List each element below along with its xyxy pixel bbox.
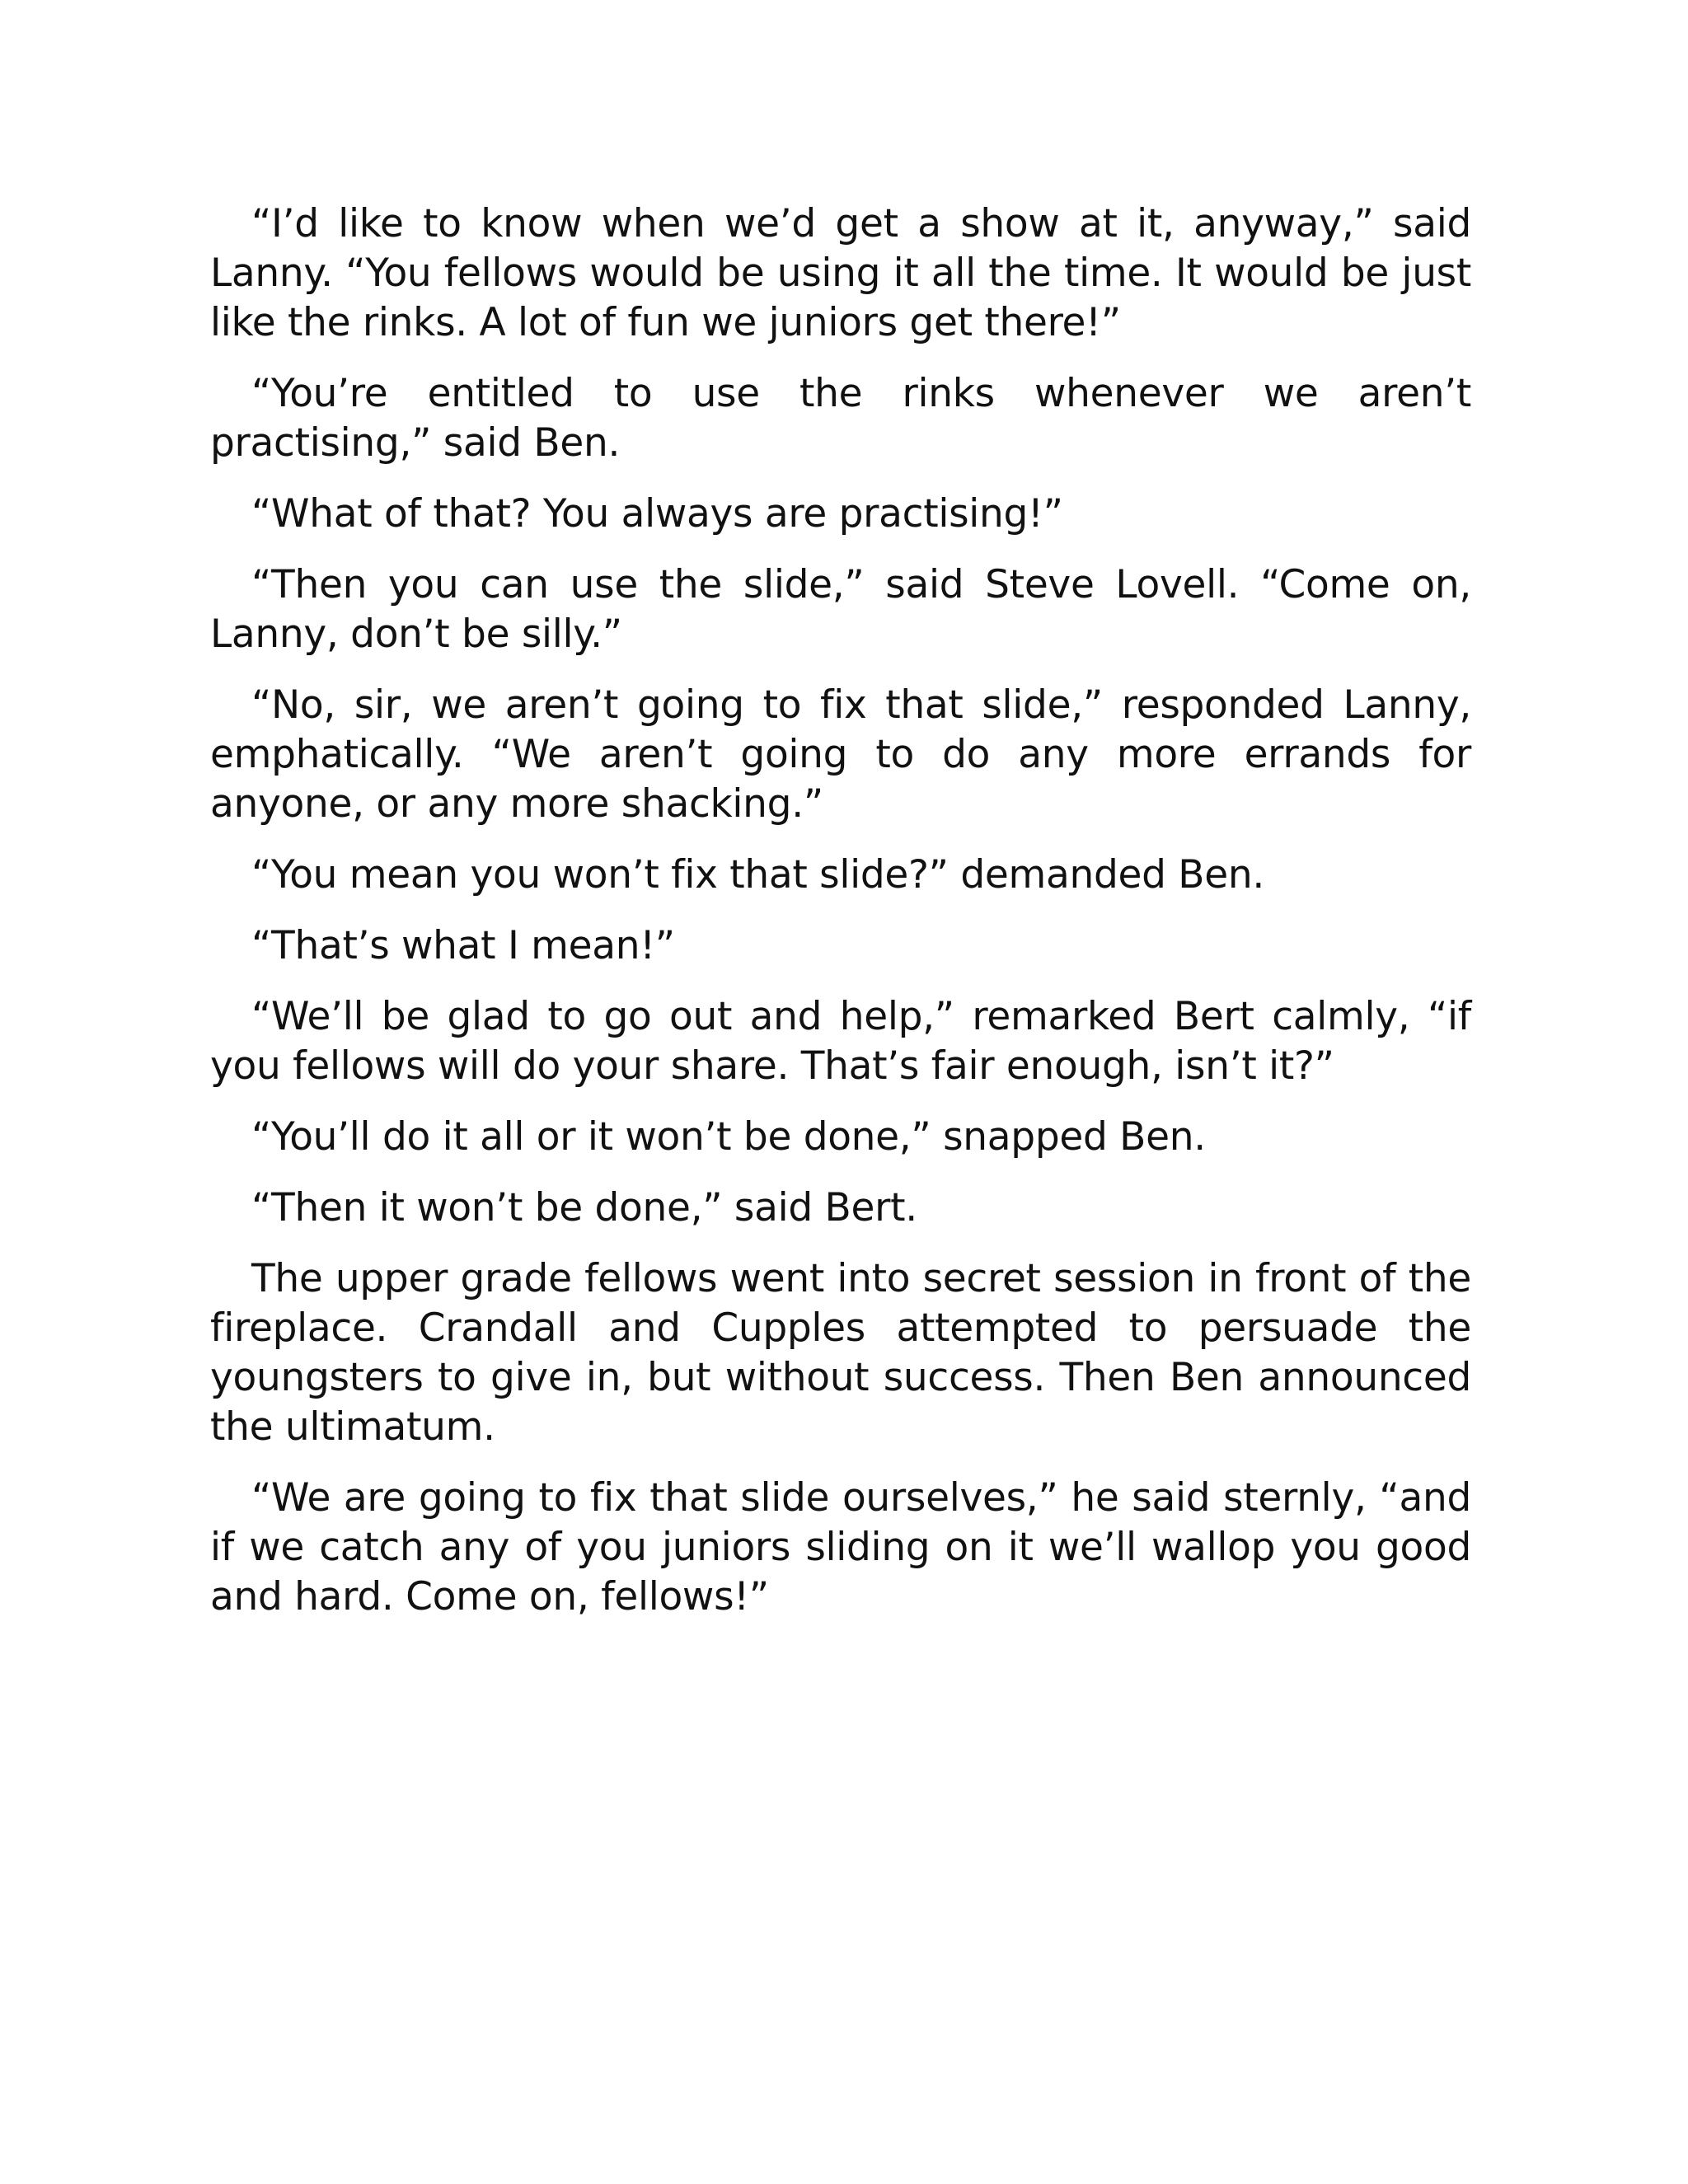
paragraph-8: “We’ll be glad to go out and help,” remarked Bert calmly, “if you fellows will do your share. That’s fair enough, isn’t it?” xyxy=(210,994,1471,1089)
paragraph-12: “We are going to fix that slide ourselves,” he said sternly, “and if we catch any of you juniors sliding on it we’ll wallop you good and hard. Come on, fellows!” xyxy=(210,1475,1471,1619)
paragraph-5: “No, sir, we aren’t going to fix that slide,” responded Lanny, emphatically. “We aren’t going to do any more errands for anyone, or any more shacking.” xyxy=(210,682,1471,827)
paragraph-4: “Then you can use the slide,” said Steve Lovell. “Come on, Lanny, don’t be silly.” xyxy=(210,562,1471,657)
paragraph-9: “You’ll do it all or it won’t be done,” snapped Ben. xyxy=(251,1114,1206,1160)
paragraph-1: “I’d like to know when we’d get a show at it, anyway,” said Lanny. “You fellows would be using it all the time. It would be just like the rinks. A lot of fun we juniors get there!” xyxy=(210,201,1471,345)
paragraph-10: “Then it won’t be done,” said Bert. xyxy=(251,1185,917,1230)
body-text xyxy=(210,199,1471,1643)
paragraph-3: “What of that? You always are practising!” xyxy=(251,491,1063,537)
paragraph-7: “That’s what I mean!” xyxy=(251,923,675,968)
paragraph-2: “You’re entitled to use the rinks whenever we aren’t practising,” said Ben. xyxy=(210,371,1471,466)
paragraph-11: The upper grade fellows went into secret session in front of the fireplace. Crandall and Cupples attempted to persuade the youngsters to give in, but without success. Then Ben announced the ultimatum. xyxy=(210,1256,1471,1450)
paragraph-6: “You mean you won’t fix that slide?” demanded Ben. xyxy=(251,852,1264,898)
